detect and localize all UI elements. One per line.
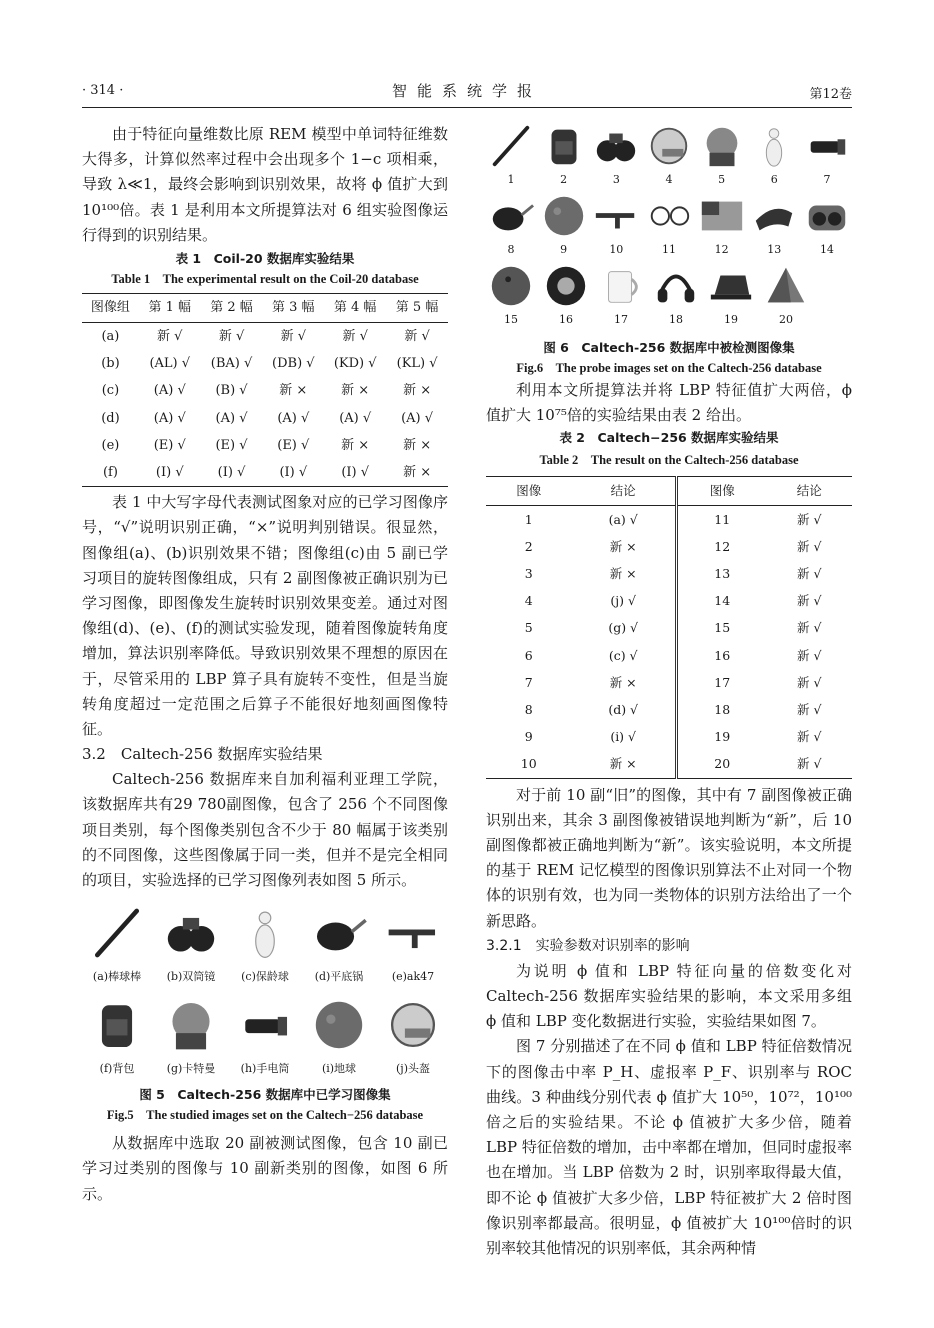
table1-cell: 新 √ xyxy=(342,329,368,345)
table2-row xyxy=(486,696,852,723)
probe-image xyxy=(539,192,589,258)
probe-image-icon xyxy=(542,262,590,310)
probe-image xyxy=(802,192,852,258)
probe-image-icon xyxy=(540,122,588,170)
left-paragraph-1: 由于特征向量维数比原 REM 模型中单词特征维数大得多，计算似然率过程中会出现多个 1−c 项相乘，导致 λ≪1，最终会影响到识别效果，故将 ϕ 值扩大到 10¹⁰⁰倍。表 1 是利用本文所提算法对 6 组实验图像运行得到的识别结果。 xyxy=(82,125,448,244)
table2-row xyxy=(486,614,852,641)
studied-image-icon xyxy=(309,903,369,963)
table1-cell: (KD) √ xyxy=(333,356,377,372)
studied-image-icon xyxy=(235,903,295,963)
table-1 xyxy=(82,293,448,487)
studied-image xyxy=(304,995,374,1077)
studied-image-icon xyxy=(87,903,147,963)
table2-cell: 新 √ xyxy=(797,511,822,527)
table1-cell: (I) √ xyxy=(155,465,184,481)
probe-image-number: 3 xyxy=(612,173,620,186)
table1-cell: (AL) √ xyxy=(149,356,191,372)
table1-header-cell: 第 4 幅 xyxy=(324,294,386,323)
probe-image-number: 18 xyxy=(669,313,683,326)
table2-cell: (g) √ xyxy=(571,614,676,641)
table2-row xyxy=(486,669,852,696)
probe-image xyxy=(749,122,799,188)
table1-cell: 新 × xyxy=(341,383,370,399)
right-column xyxy=(486,122,852,1261)
table2-cell: 新 × xyxy=(571,750,676,778)
table2-row xyxy=(486,587,852,614)
probe-image-number: 12 xyxy=(714,243,729,256)
table2-row xyxy=(486,560,852,587)
probe-image xyxy=(761,262,811,328)
probe-image xyxy=(486,192,536,258)
probe-image-icon xyxy=(803,192,851,240)
table2-cell: 10 xyxy=(520,756,537,772)
table1-cell: (A) √ xyxy=(277,410,310,426)
studied-image xyxy=(82,903,152,985)
table1-cell: (c) xyxy=(101,383,120,399)
table1-cell: 新 √ xyxy=(280,329,306,345)
probe-image xyxy=(644,192,694,258)
probe-image-number: 20 xyxy=(779,313,793,326)
table2-row xyxy=(486,642,852,669)
table2-cell: (j) √ xyxy=(571,587,676,614)
figure6-caption-cn: 图 6 Caltech-256 数据库中被检测图像集 xyxy=(543,340,795,355)
studied-image-icon xyxy=(161,995,221,1055)
probe-image xyxy=(706,262,756,328)
probe-image-number: 19 xyxy=(724,313,738,326)
studied-image-label: (e)ak47 xyxy=(391,970,435,984)
studied-image xyxy=(156,995,226,1077)
left-paragraph-2: 表 1 中大写字母代表测试图象对应的已学习图像序号，“√”说明识别正确，“×”说明判别错误。很显然，图像组(a)、(b)识别效果不错；图像组(c)由 5 副已学习项目的旋转图像组成，只有 2 副图像被正确识别为已学习图像，即图像发生旋转时识别效果变差。通过对图像组(d)、(e)、(f)的测试实验发现，随着图像旋转角度增加，算法识别率降低。导致识别效果不理想的原因在于，尽管采用的 LBP 算子具有旋转不变性，但是当旋转角度超过一定范围之后算子不能很好地刻画图像特征。 xyxy=(82,493,448,739)
table2-header-cell: 图像 xyxy=(676,477,766,505)
studied-image xyxy=(304,903,374,985)
table2-cell: 14 xyxy=(714,593,731,609)
probe-image-number: 10 xyxy=(609,243,624,256)
probe-image-number: 15 xyxy=(504,313,518,326)
studied-image-label: (d)平底锅 xyxy=(314,970,364,984)
table2-row xyxy=(486,505,852,533)
probe-image xyxy=(539,122,589,188)
studied-image xyxy=(378,995,448,1077)
studied-image-label: (j)头盔 xyxy=(396,1062,430,1076)
studied-image-label: (g)卡特曼 xyxy=(166,1062,216,1076)
table2-cell: 16 xyxy=(714,647,731,663)
table1-cell: (E) √ xyxy=(215,437,248,453)
table1-cell: (A) √ xyxy=(339,410,372,426)
studied-image-label: (b)双筒镜 xyxy=(166,970,216,984)
table1-cell: (d) xyxy=(101,410,120,426)
table1-row xyxy=(82,432,448,459)
section-3-2-1-heading: 3.2.1 实验参数对识别率的影响 xyxy=(486,937,690,954)
table1-cell: (B) √ xyxy=(215,383,248,399)
table1-cell: 新 √ xyxy=(404,329,430,345)
probe-image-number: 14 xyxy=(819,243,834,256)
table1-cell: (A) √ xyxy=(153,383,186,399)
table2-caption-cn: 表 2 Caltech−256 数据库实验结果 xyxy=(559,430,779,446)
table1-cell: (A) √ xyxy=(401,410,434,426)
table2-caption-en: Table 2 The result on the Caltech-256 database xyxy=(539,453,799,468)
table2-cell: 新 √ xyxy=(797,620,822,636)
table1-cell: 新 √ xyxy=(157,329,183,345)
table2-cell: 15 xyxy=(714,620,731,636)
probe-image-icon xyxy=(698,192,746,240)
table1-cell: (I) √ xyxy=(217,465,246,481)
table2-cell: 新 × xyxy=(571,669,676,696)
table2-cell: 新 √ xyxy=(797,702,822,718)
table1-cell: (a) xyxy=(101,329,120,345)
studied-image xyxy=(230,995,300,1077)
probe-image-number: 1 xyxy=(507,173,515,186)
table2-header-cell: 结论 xyxy=(571,477,676,505)
header-rule xyxy=(82,107,852,108)
probe-image-number: 4 xyxy=(665,173,673,186)
table2-cell: 12 xyxy=(714,538,731,554)
table1-cell: 新 × xyxy=(341,437,370,453)
table2-row xyxy=(486,723,852,750)
right-paragraph-3: 为说明 ϕ 值和 LBP 特征向量的倍数变化对 Caltech-256 数据库实验结果的影响，本文采用多组 ϕ 值和 LBP 变化数据进行实验，实验结果如图 7。 xyxy=(486,961,852,1031)
table1-cell: (e) xyxy=(101,437,120,453)
table2-cell: 2 xyxy=(524,538,533,554)
studied-image xyxy=(230,903,300,985)
probe-image-number: 11 xyxy=(661,243,676,256)
table1-cell: (BA) √ xyxy=(210,356,253,372)
studied-image-icon xyxy=(383,903,443,963)
table2-row xyxy=(486,750,852,778)
table1-cell: 新 √ xyxy=(218,329,245,345)
probe-image-icon xyxy=(645,192,693,240)
probe-image-icon xyxy=(707,262,755,310)
probe-image xyxy=(486,262,536,328)
right-paragraph-2: 对于前 10 副“旧”的图像，其中有 7 副图像被正确识别出来，其余 3 副图像被错误地判断为“新”，后 10 副图像都被正确地判断为“新”。该实验说明，本文所提的基于 REM 记忆模型的图像识别算法不止对同一个物体的识别有效，也为同一类物体的识别方法给出了一个新思路。 xyxy=(486,785,852,930)
studied-image-label: (i)地球 xyxy=(321,1062,357,1076)
figure-6 xyxy=(486,122,852,328)
table2-cell: 9 xyxy=(524,729,533,745)
probe-image-number: 7 xyxy=(823,173,831,186)
table2-cell: 新 √ xyxy=(797,647,822,663)
studied-image-icon xyxy=(309,995,369,1055)
running-header xyxy=(82,80,852,104)
table2-cell: 7 xyxy=(524,674,533,690)
table1-header-cell: 第 2 幅 xyxy=(201,294,263,323)
probe-image-icon xyxy=(750,122,798,170)
studied-image xyxy=(82,995,152,1077)
table1-header-cell: 第 1 幅 xyxy=(139,294,201,323)
table2-header-cell: 图像 xyxy=(486,477,571,505)
table-2 xyxy=(486,476,852,778)
table1-row xyxy=(82,323,448,351)
probe-image xyxy=(802,122,852,188)
table2-cell: 11 xyxy=(714,511,731,527)
table1-caption-en: Table 1 The experimental result on the Coil-20 database xyxy=(111,272,419,287)
probe-image xyxy=(644,122,694,188)
probe-image-icon xyxy=(487,122,535,170)
table2-cell: 6 xyxy=(524,647,533,663)
table2-cell: 1 xyxy=(524,511,533,527)
table2-header-cell: 结论 xyxy=(767,477,852,505)
journal-title: 智能系统学报 xyxy=(391,82,542,100)
probe-image-number: 17 xyxy=(614,313,628,326)
page-number: · 314 · xyxy=(82,83,124,98)
probe-image-icon xyxy=(698,122,746,170)
table2-cell: 新 × xyxy=(571,560,676,587)
left-paragraph-4: 从数据库中选取 20 副被测试图像，包含 10 副已学习过类别的图像与 10 副新类别的图像，如图 6 所示。 xyxy=(82,1134,448,1203)
table1-cell: (f) xyxy=(102,465,118,481)
studied-image-label: (c)保龄球 xyxy=(241,970,289,984)
table1-row xyxy=(82,350,448,377)
right-paragraph-4: 图 7 分别描述了在不同 ϕ 值和 LBP 特征倍数情况下的图像击中率 P_H、虚报率 P_F、识别率与 ROC 曲线。3 种曲线分别代表 ϕ 值扩大 10⁵⁰，10⁷²，10¹⁰⁰倍之后的实验结果。不论 ϕ 值被扩大多少倍，随着 LBP 特征倍数的增加，击中率都在增加，但同时虚报率也在增加。当 LBP 倍数为 2 时，识别率取得最大值，即不论 ϕ 值被扩大多少倍，LBP 特征被扩大 2 倍时图像识别率都最高。很明显，ϕ 值被扩大 10¹⁰⁰倍时的识别率较其他情况的识别率低，其余两种情 xyxy=(486,1037,852,1258)
figure5-caption-cn: 图 5 Caltech-256 数据库中已学习图像集 xyxy=(139,1087,391,1103)
probe-image-number: 8 xyxy=(507,243,515,256)
table1-header-cell: 图像组 xyxy=(82,294,139,323)
table1-row xyxy=(82,405,448,432)
table1-header-cell: 第 3 幅 xyxy=(262,294,324,323)
table2-cell: 8 xyxy=(524,702,533,718)
studied-image-label: (h)手电筒 xyxy=(240,1062,290,1076)
left-paragraph-3: Caltech-256 数据库来自加利福利亚理工学院，该数据库共有29 780副图像，包含了 256 个不同图像项目类别，每个图像类别包含不少于 80 幅属于该类别的不同图像，这些图像属于同一类，但并不是完全相同的项目，实验选择的已学习图像列表如图 5 所示。 xyxy=(82,770,448,890)
left-column xyxy=(82,122,448,1207)
table2-row xyxy=(486,533,852,560)
probe-image-icon xyxy=(540,192,588,240)
probe-image-icon xyxy=(592,192,640,240)
probe-image-number: 16 xyxy=(559,313,573,326)
right-paragraph-1: 利用本文所提算法并将 LBP 特征值扩大两倍，ϕ 值扩大 10⁷⁵倍的实验结果由表 2 给出。 xyxy=(486,381,852,425)
probe-image-number: 13 xyxy=(767,243,782,256)
probe-image xyxy=(749,192,799,258)
probe-image-icon xyxy=(487,192,535,240)
table2-cell: (d) √ xyxy=(571,696,676,723)
table1-header-cell: 第 5 幅 xyxy=(386,294,448,323)
table2-cell: 13 xyxy=(714,566,731,582)
table1-cell: (I) √ xyxy=(341,465,370,481)
table2-cell: 新 √ xyxy=(797,756,822,772)
studied-image xyxy=(156,903,226,985)
probe-image-icon xyxy=(750,192,798,240)
table2-cell: 20 xyxy=(714,756,731,772)
table1-cell: (A) √ xyxy=(215,410,248,426)
table1-cell: (DB) √ xyxy=(272,356,315,372)
studied-image-icon xyxy=(161,903,221,963)
probe-image-number: 2 xyxy=(560,173,568,186)
table2-cell: 新 × xyxy=(571,533,676,560)
table2-cell: (c) √ xyxy=(571,642,676,669)
probe-image xyxy=(591,192,641,258)
table1-cell: (KL) √ xyxy=(396,356,438,372)
table2-cell: (a) √ xyxy=(571,505,676,533)
studied-image-icon xyxy=(383,995,443,1055)
table2-cell: 新 √ xyxy=(797,566,822,582)
table2-cell: 新 √ xyxy=(797,538,822,554)
probe-image-number: 5 xyxy=(718,173,726,186)
figure6-caption-en: Fig.6 The probe images set on the Caltech-256 database xyxy=(516,361,822,375)
table1-cell: (E) √ xyxy=(153,437,186,453)
probe-image-number: 6 xyxy=(770,173,778,186)
probe-image xyxy=(486,122,536,188)
probe-image xyxy=(651,262,701,328)
table2-cell: 新 √ xyxy=(797,674,822,690)
probe-image xyxy=(541,262,591,328)
table1-cell: 新 × xyxy=(403,383,432,399)
table1-cell: (A) √ xyxy=(153,410,186,426)
studied-image-icon xyxy=(87,995,147,1055)
section-3-2-heading: 3.2 Caltech-256 数据库实验结果 xyxy=(82,745,323,764)
probe-image-icon xyxy=(597,262,645,310)
probe-image-icon xyxy=(592,122,640,170)
table2-cell: 19 xyxy=(714,729,731,745)
table1-cell: (I) √ xyxy=(279,465,308,481)
table1-caption-cn: 表 1 Coil-20 数据库实验结果 xyxy=(175,251,355,267)
table1-cell: 新 × xyxy=(403,465,432,481)
probe-image-number: 9 xyxy=(560,243,568,256)
studied-image xyxy=(378,903,448,985)
table1-row xyxy=(82,377,448,404)
probe-image-icon xyxy=(645,122,693,170)
table1-row xyxy=(82,459,448,487)
table2-cell: 18 xyxy=(714,702,731,718)
probe-image-icon xyxy=(762,262,810,310)
table1-cell: (E) √ xyxy=(277,437,310,453)
probe-image xyxy=(697,192,747,258)
table1-cell: (b) xyxy=(101,356,120,372)
table2-cell: 5 xyxy=(524,620,533,636)
probe-image xyxy=(697,122,747,188)
probe-image-icon xyxy=(652,262,700,310)
figure5-caption-en: Fig.5 The studied images set on the Caltech−256 database xyxy=(106,1108,424,1123)
table1-cell: 新 × xyxy=(403,437,432,453)
table2-cell: (i) √ xyxy=(571,723,676,750)
table2-cell: 17 xyxy=(714,674,731,690)
table2-cell: 3 xyxy=(524,566,533,582)
volume-label: 第12卷 xyxy=(809,87,852,102)
probe-image xyxy=(591,122,641,188)
table1-cell: 新 × xyxy=(279,383,308,399)
probe-image xyxy=(596,262,646,328)
studied-image-label: (f)背包 xyxy=(99,1062,135,1076)
figure-5 xyxy=(82,903,448,1077)
studied-image-label: (a)棒球棒 xyxy=(92,970,142,984)
probe-image-icon xyxy=(803,122,851,170)
table2-cell: 新 √ xyxy=(797,593,822,609)
table2-cell: 4 xyxy=(524,593,533,609)
probe-image-icon xyxy=(487,262,535,310)
studied-image-icon xyxy=(235,995,295,1055)
table2-cell: 新 √ xyxy=(797,729,822,745)
